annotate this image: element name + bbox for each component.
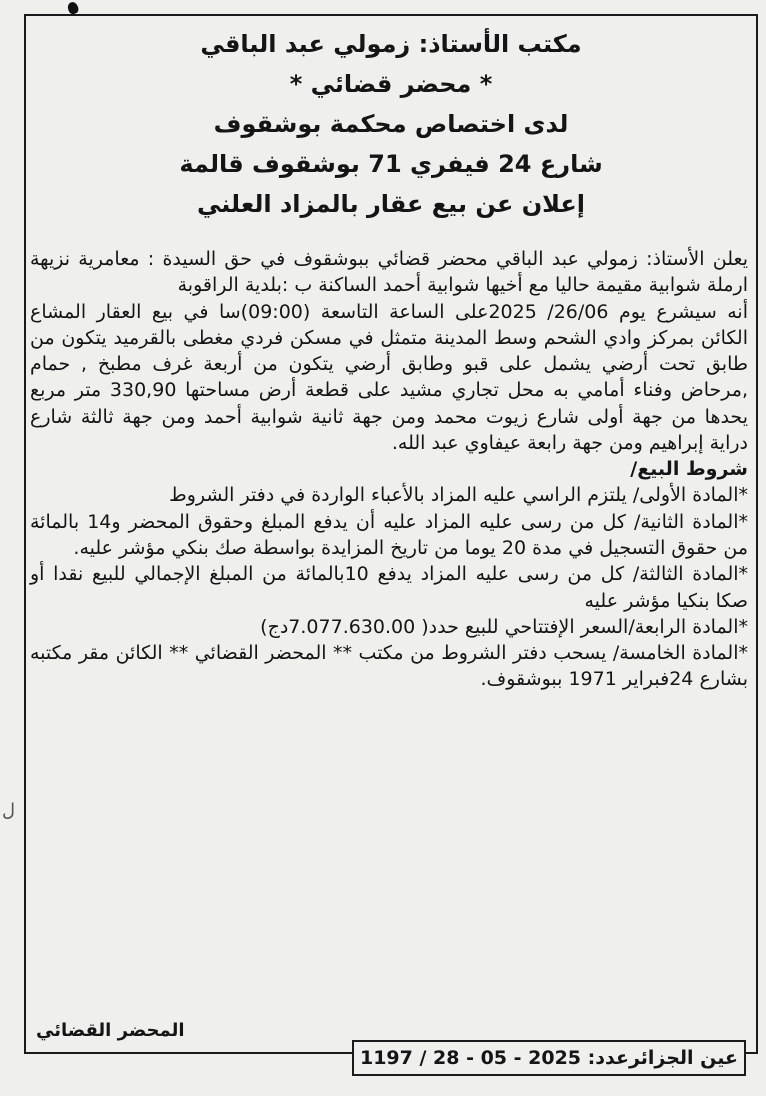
auction-notice xyxy=(30,24,752,693)
reference-number: 1197 / 28 - 05 - 2025 xyxy=(359,1047,582,1069)
office-title: مكتب الأستاذ: زمولي عبد الباقي xyxy=(200,30,582,58)
publication-reference xyxy=(352,1040,746,1076)
announcement-paragraph: يعلن الأستاذ: زمولي عبد الباقي محضر قضائي ببوشقوف في حق السيدة : معامرية نزيهة ارملة شوابية مقيمة حاليا مع أخيها شوابية أحمد الساكنة ب :بلدية الراقوبة xyxy=(30,248,748,297)
condition-article-4: *المادة الرابعة/السعر الإفتتاحي للبيع حدد( 7.077.630.00دج) xyxy=(260,615,748,638)
notice-headline: إعلان عن بيع عقار بالمزاد العلني xyxy=(196,190,586,218)
office-address: شارع 24 فيفري 71 بوشقوف قالمة xyxy=(179,150,603,178)
signature-block xyxy=(36,1020,185,1041)
property-description: أنه سيشرع يوم 26/06/ 2025على الساعة التاسعة (09:00)سا في بيع العقار المشاع الكائن بمركز وادي الشحم وسط المدينة متمثل في مسكن فردي مغطى بالقرميد يتكون من طابق تحت أرضي يشمل على قبو وطابق أرضي يتكون من أربعة غرف مطبخ , حمام ,مرحاض وفناء أمامي به محل تجاري مشيد على قطعة أرض مساحتها 330,90 متر مربع يحدها من جهة أولى شارع زيوت محمد ومن جهة ثانية شوابية أحمد ومن جهة ثالثة شارع دراية إبراهيم ومن جهة رابعة عيفاوي عبد الله. xyxy=(30,300,748,455)
bailiff-title: * محضر قضائي * xyxy=(289,70,493,98)
condition-article-1: *المادة الأولى/ يلتزم الراسي عليه المزاد بالأعباء الواردة في دفتر الشروط xyxy=(169,484,748,507)
court-jurisdiction: لدى اختصاص محكمة بوشقوف xyxy=(213,110,569,138)
edge-mark: ل xyxy=(2,800,16,821)
condition-article-2: *المادة الثانية/ كل من رسى عليه المزاد عليه أن يدفع المبلغ وحقوق المحضر و14 بالمائة من حقوق التسجيل في مدة 20 يوما من تاريخ المزايدة بواسطة صك بنكي مؤشر عليه. xyxy=(30,510,749,559)
condition-article-3: *المادة الثالثة/ كل من رسى عليه المزاد يدفع 10بالمائة من المبلغ الإجمالي للبيع نقدا أو صكا بنكيا مؤشر عليه xyxy=(30,563,749,612)
condition-article-5: *المادة الخامسة/ يسحب دفتر الشروط من مكتب ** المحضر القضائي ** الكائن مقر مكتبه بشارع 24فبراير 1971 ببوشقوف. xyxy=(30,642,748,691)
reference-label: عين الجزائرعدد: xyxy=(587,1047,739,1069)
signature: المحضر القضائي xyxy=(36,1020,185,1041)
sale-conditions-title: شروط البيع/ xyxy=(630,458,748,481)
